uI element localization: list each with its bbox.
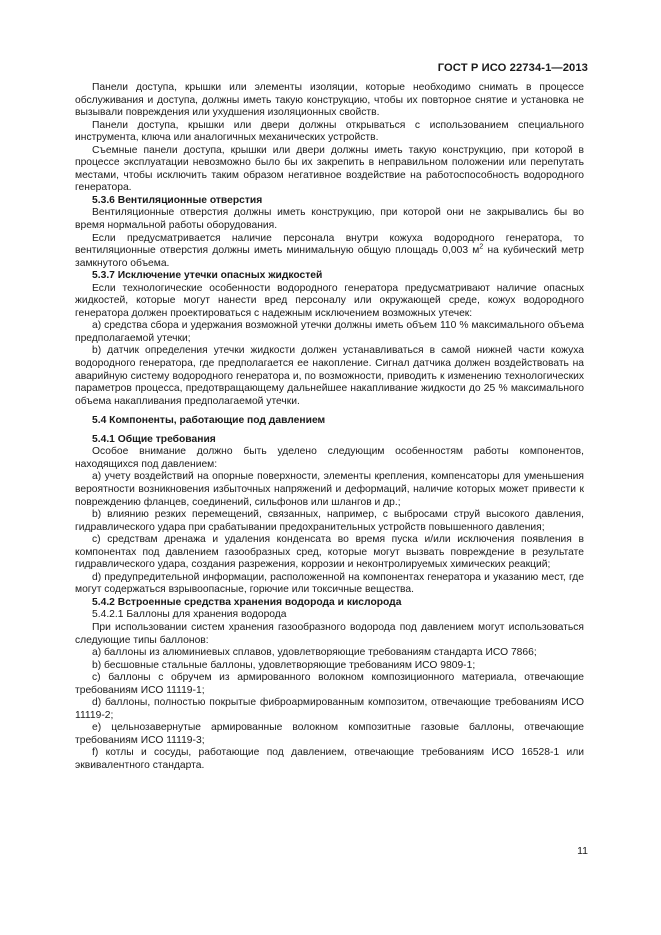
- paragraph: e) цельнозавернутые армированные волокном композитные газовые баллоны, отвечающие требованиям ИСО 11119-3;: [75, 722, 584, 746]
- paragraph: b) датчик определения утечки жидкости должен устанавливаться в самой нижней части кожуха водородного генератора, где предполагается ее накопление. Сигнал датчика должен воздействовать на аварийную систему водородного генератора и, по возможности, приводить к изменению технологических параметров процесса, предотвращающему дальнейшее накапливание жидкости до 25 % максимального объема накапливания предполагаемой утечки.: [75, 345, 584, 407]
- paragraph: Особое внимание должно быть уделено следующим особенностям работы компонентов, находящихся под давлением:: [75, 446, 584, 470]
- page-number: 11: [577, 845, 588, 857]
- paragraph: с) баллоны с обручем из армированного волокном композиционного материала, отвечающие требованиям ИСО 11119-1;: [75, 672, 584, 696]
- superscript: 2: [479, 243, 484, 251]
- section-heading: 5.4.2 Встроенные средства хранения водорода и кислорода: [92, 596, 402, 608]
- section-heading: 5.4 Компоненты, работающие под давлением: [92, 415, 326, 427]
- section-heading: 5.3.6 Вентиляционные отверстия: [92, 194, 263, 206]
- paragraph: а) баллоны из алюминиевых сплавов, удовлетворяющие требованиям стандарта ИСО 7866;: [92, 647, 537, 659]
- paragraph: Съемные панели доступа, крышки или двери должны иметь такую конструкцию, при которой в процессе эксплуатации невозможно было бы их закрепить в неправильном положении или перепутать местами, чтобы исключить таким образом негативное воздействие на работоспособность водородного генератора.: [75, 144, 584, 194]
- paragraph: b) влиянию резких перемещений, связанных, например, с выбросами струй высокого давления, гидравлического удара при срабатывании предохранительных устройств повышенного давления;: [75, 509, 584, 533]
- section-heading: 5.3.7 Исключение утечки опасных жидкостей: [92, 270, 323, 282]
- paragraph: Панели доступа, крышки или элементы изоляции, которые необходимо снимать в процессе обслуживания и доступа, должны иметь такую конструкцию, чтобы их повторное снятие и установка не вызывали повреждения или ухудшения изоляционных свойств.: [75, 82, 584, 119]
- paragraph: d) баллоны, полностью покрытые фиброармированным композитом, отвечающие требованиям ИСО 11119-2;: [75, 697, 584, 721]
- paragraph-text: Если предусматривается наличие персонала внутри кожуха водородного генератора, то вентиляционные отверстия должны иметь минимальную общую площадь 0,003 м: [75, 232, 584, 257]
- document-body: [75, 82, 584, 773]
- paragraph: При использовании систем хранения газообразного водорода под давлением могут использоваться следующие типы баллонов:: [75, 621, 584, 646]
- paragraph: [75, 233, 584, 271]
- section-heading: 5.4.1 Общие требования: [92, 433, 216, 445]
- paragraph: b) бесшовные стальные баллоны, удовлетворяющие требованиям ИСО 9809-1;: [92, 659, 476, 671]
- paragraph: а) средства сбора и удержания возможной утечки должны иметь объем 110 % максимального объема предполагаемой утечки;: [75, 320, 584, 344]
- paragraph-text: на кубический метр замкнутого объема.: [75, 245, 584, 269]
- paragraph: с) средствам дренажа и удаления конденсата во время пуска и/или исключения появления в компонентах под давлением газообразных сред, которые могут вызвать повреждение в результате гидравлического удара, создания разрежения, коррозии и неконтролируемых химических реакций;: [75, 534, 584, 571]
- paragraph: Если технологические особенности водородного генератора предусматривают наличие опасных жидкостей, которые могут нанести вред персоналу или окружающей среде, кожух водородного генератора должен проектироваться с надежным исключением возможных утечек:: [75, 282, 584, 319]
- paragraph: d) предупредительной информации, расположенной на компонентах генератора и указанию мест, где могут содержаться взрывоопасные, горючие или токсичные вещества.: [75, 571, 584, 596]
- document-code-header: ГОСТ Р ИСО 22734-1—2013: [437, 62, 588, 74]
- paragraph: f) котлы и сосуды, работающие под давлением, отвечающие требованиям ИСО 16528-1 или эквивалентного стандарта.: [75, 747, 584, 771]
- paragraph: а) учету воздействий на опорные поверхности, элементы крепления, компенсаторы для уменьшения вероятности возникновения избыточных напряжений и деформаций, наличие которых может привести к повреждению фланцев, соединений, сильфонов или шлангов и др.;: [75, 471, 584, 508]
- paragraph: Вентиляционные отверстия должны иметь конструкцию, при которой они не закрывались бы во время нормальной работы оборудования.: [75, 207, 584, 232]
- subsection-heading: 5.4.2.1 Баллоны для хранения водорода: [92, 609, 287, 621]
- paragraph: Панели доступа, крышки или двери должны открываться с использованием специального инструмента, ключа или аналогичных механических устройств.: [75, 119, 584, 144]
